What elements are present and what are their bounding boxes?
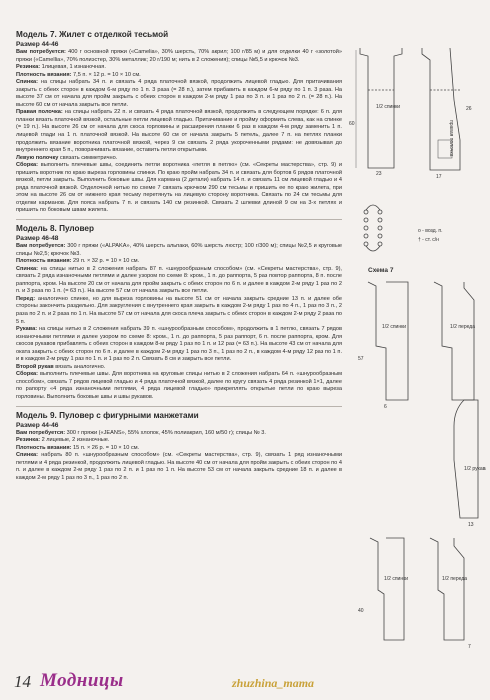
vest-front-schematic [422,48,472,180]
instruction-paragraph [16,266,342,296]
instruction-paragraph [16,258,342,266]
section-divider [16,406,342,407]
pattern-schematics [346,30,486,670]
paragraph-body: на спицы нитью в 2 сложения набрать 87 п. «шнурообразным способом» (см. «Секреты мастерства», стр. 9), связать 2 ряда изнаночными петлями и далее узором по схеме 8: кром., 1 п. до раппорта, 5 раз повтор раппорта, 8 п. после раппорта, кром. На высоте 20 см от начала для пройм закрыть с обеих сторон по 6 п. и далее в каждом 2-м ряду 1 раз по 2 п. и 3 раза по 1 п. (= 63 п.). На высоте 57 см от начала закрыть все петли. [16,265,342,295]
svg-text:57: 57 [358,356,364,362]
instruction-paragraph [16,445,342,453]
paragraph-body: набрать 80 п. «шнурообразным способом» (см. «Секреты мастерства», стр. 9), связать 1 ряд изнаночными петлями и 4 ряда резинкой, продолжить лицевой гладью. На высоте 40 см от начала для пройм закрыть с обеих сторон по 4 п. и далее в каждом 2-м ряду 1 раз по 2 п. и 1 раз по 1 п. На высоте 53 см от начала закрыть средние 18 п. и далее в каждом 2-м ряду 1 раз по 3 п., 1 раз по 2 п. [16,452,342,481]
paragraph-body: аналогично спинке, но для выреза горловины на высоте 51 см от начала закрыть средние 13 п. и далее обе стороны закончить раздельно. Для закругления с внутреннего края закрыть в каждом 2-м ряду 1 раз по 4 п., 1 раз по 3 п., 2 раза по 2 п. и 2 раза по 1 п. На высоте 57 см от начала для скоса плеча закрыть с обеих сторон в каждом 2-м ряду 2 раза по 5 п. [16,295,342,325]
paragraph-body: выполнить плечевые швы. Для воротника на круговые спицы нитью в 2 сложения набрать 64 п. «шнурообразным способом», связать 7 рядов лицевой гладью и 4 ряда платочной вязкой, далее по кругу связать 4 ряда резинкой 1×1, далее по рапорту «4 ряда изнаночными петлями, 4 ряда лицевой гладью» прикреплять открытые петли по краю выреза горловины. Выполнить боковые швы и швы рукавов. [16,371,342,400]
instruction-paragraph [16,64,342,72]
paragraph-heading: Вам потребуется: [16,49,66,55]
svg-text:13: 13 [468,522,474,528]
model-section [16,411,342,483]
page-footer [0,666,490,700]
model-section [16,224,342,401]
svg-text:40: 40 [358,608,364,614]
chain-scheme [364,205,443,274]
scheme-title: Схема 7 [368,267,394,274]
paragraph-heading: Резинка: [16,437,41,444]
svg-text:17: 17 [436,174,442,180]
paragraph-heading: Вам потребуется: [16,243,66,250]
svg-text:1/2 переда: 1/2 переда [442,576,467,582]
paragraph-body: 2 лицевые, 2 изнаночные. [40,437,110,444]
paragraph-heading: Спинка: [16,79,39,86]
paragraph-heading: Второй рукав [16,363,54,370]
instruction-paragraph [16,326,342,364]
section-size: Размер 44-46 [16,421,59,429]
paragraph-body: 7,5 п. × 12 р. = 10 × 10 см. [71,71,141,78]
instruction-paragraph [16,371,342,401]
instruction-paragraph [16,109,342,154]
svg-text:1/2 спинки: 1/2 спинки [384,576,409,582]
svg-text:1/2 переда: 1/2 переда [450,324,475,330]
svg-text:6: 6 [384,404,387,410]
paragraph-body: связать симметрично. [58,154,118,161]
instruction-paragraph [16,452,342,482]
sleeve-schematic [454,400,486,528]
instruction-paragraph [16,296,342,326]
paragraph-heading: Спинка: [16,452,39,459]
vest-back-label: 1/2 спинки [376,104,401,110]
paragraph-heading: Левую полочку [16,154,59,161]
model-section [16,30,342,215]
legend-air: о - возд. п. [418,228,443,234]
paragraph-body: 400 г основной пряжи («Camelia», 30% шерсть, 70% акрил; 100 г/85 м) и для отделки 40 г «золотой» пряжи («Camellia», 70% полиэстер, 30% металлик; 20 г/190 м; нить в 2 сложения); спицы №5,5 и крючок №3. [16,49,342,63]
svg-text:26: 26 [466,106,472,112]
section-divider [16,219,342,220]
paragraph-heading: Плотность вязания: [16,258,72,265]
paragraph-heading: Перед: [16,295,36,302]
section-title: Модель 8. Пуловер [16,224,94,234]
svg-text:60: 60 [349,121,355,127]
pullover-front-schematic [434,282,475,400]
paragraph-body: 300 г пряжи («ALPAKA», 40% шерсть альпаки, 60% шерсть люстр; 100 г/300 м); спицы №2,5 и круговые спицы №2,5; крючок №3. [16,243,342,257]
paragraph-heading: Вам потребуется: [16,429,66,436]
instruction-paragraph [16,79,342,109]
paragraph-heading: Резинка: [16,64,41,71]
paragraph-heading: Спинка: [16,265,39,272]
section-title: Модель 7. Жилет с отделкой тесьмой [16,30,169,39]
paragraph-body: 1лицевая, 1 изнаночная. [40,64,106,71]
svg-text:23: 23 [376,171,382,177]
svg-text:1/2 рукава: 1/2 рукава [464,466,486,472]
instruction-paragraph [16,437,342,445]
paragraph-heading: Плотность вязания: [16,71,72,78]
paragraph-heading: Плотность вязания: [16,444,72,451]
paragraph-body: вязать аналогично. [53,363,106,370]
magazine-logo: Модницы [40,670,124,691]
paragraph-heading: Рукава: [16,326,38,333]
paragraph-heading: Правая полочка: [16,109,63,116]
legend-sc: † - ст. с/н [418,237,439,243]
pullover-back-schematic [358,282,408,410]
section-title: Модель 9. Пуловер с фигурными манжетами [16,410,199,420]
page-number: 14 [14,672,31,691]
instruction-paragraph [16,162,342,215]
instruction-paragraph [16,243,342,258]
instruction-paragraph [16,430,342,438]
watermark: zhuzhina_mama [232,676,315,690]
paragraph-heading: Сборка: [16,162,39,169]
vest-pocket-label: правая полочка [448,120,454,157]
text-column [16,30,342,486]
schematics-column [346,30,486,670]
svg-text:1/2 спинки: 1/2 спинки [382,324,407,330]
paragraph-body: на спицы нитью в 2 сложения набрать 39 п. «шнурообразным способом», продолжить в 1 петлю, связать 7 рядов изнаночными петлями и далее узором по схеме 8: кром., 1 п. до раппорта, 5 раз раппорт, 6 п. после раппорта, кром. Для скосов рукавов прибавлять с обеих сторон в каждом 8-м ряду 1 раз по 1 п. и 12 раз (= 63 п.). На высоте 43 см от начала для оката закрыть с обеих сторон по 6 п. и далее в каждом 2-м ряду 1 раз по 3 п., 1 раз по 2 п., в каждом 4-м ряду 12 раз по 1 п. и в каждом 2-м ряду 1 раз по 1 п. и 1 раз по 2 п. Связать 8 см и закрыть все петли. [16,326,342,363]
paragraph-heading: Сборка: [16,371,39,378]
model9-front-schematic [430,538,471,650]
paragraph-body: 29 п. × 32 р. = 10 × 10 см. [71,258,140,265]
paragraph-body: на спицы набрать 34 п. и связать 4 ряда платочной вязкой, продолжить лицевой гладью. Для притачивания закрыть с обеих сторон в каждом 6-м ряду по 1 п. 3 раза (= 28 п.), затем прибавить в каждом 6-м ряду по 1 п. 3 раза. На высоте 37 см от начала для пройм закрыть с обеих сторон в каждом 2-м ряду 1 раз по 3 п. и 1 раз по 2 п. (= 28 п.). На высоте 60 см от начала закрыть все петли. [16,79,342,108]
section-size: Размер 46-48 [16,235,59,243]
instruction-paragraph [16,49,342,64]
svg-text:7: 7 [468,644,471,650]
paragraph-body: 15 п. × 26 р. = 10 × 10 см. [71,444,140,451]
model9-back-schematic [358,538,408,640]
paragraph-body: на спицы набрать 22 п. и связать 4 ряда платочной вязкой, продолжить в следующем порядке: 6 п. для планки вязать платочной вязкой, остальные петли лицевой гладью. Притачивание и пройму оформить слева, как на спинке (= 19 п.). На высоте 26 см от начала для скоса горловины и расширения планки 6 раз в каждом 4-м ряду заменить 1 п. лицевой глади на 1 п. платочной вязкой. На высоте 60 см от начала закрыть 5 петель, далее 7 п. на петлях планки продолжить вязание воротника платочной вязкой, через 9 см связать 2 ряда укороченными рядами: не довязывая до внутреннего края 5 п., поворачивать вязание, оставить петли открытыми. [16,109,342,154]
vest-back-schematic [349,48,402,177]
section-size: Размер 44-46 [16,41,59,48]
paragraph-body: выполнить плечевые швы, соединить петли воротника «петля в петлю» (см. «Секреты мастерства», стр. 9) и пришить воротник по краю выреза горловины спинки. По краю пройм набрать 34 п. и связать для бортов 6 рядов платочной вязкой, петли закрыть. Выполнить боковые швы. Для кармана (2 детали) набрать 14 п. и связать 11 см лицевой гладью и 4 ряда платочной вязкой. Отделочной нитью по схеме 7 связать крючком 290 см тесьмы и пришить ее по краю жилета, при этом на высоте 26 см от нижнего края тесьму перетянуть на лицевую сторону воротника. Связать по 24 см тесьмы для отделки карманов. Для пояса набрать 7 п. и связать 140 см резинкой. Связать 2 шлевки длиной 9 см на 3-х петлях и пришить по боковым швам жилета. [16,162,342,214]
paragraph-body: 300 г пряжи («JEANS», 55% хлопок, 45% полиакрил, 160 м/50 г); спицы № 3. [65,429,266,436]
